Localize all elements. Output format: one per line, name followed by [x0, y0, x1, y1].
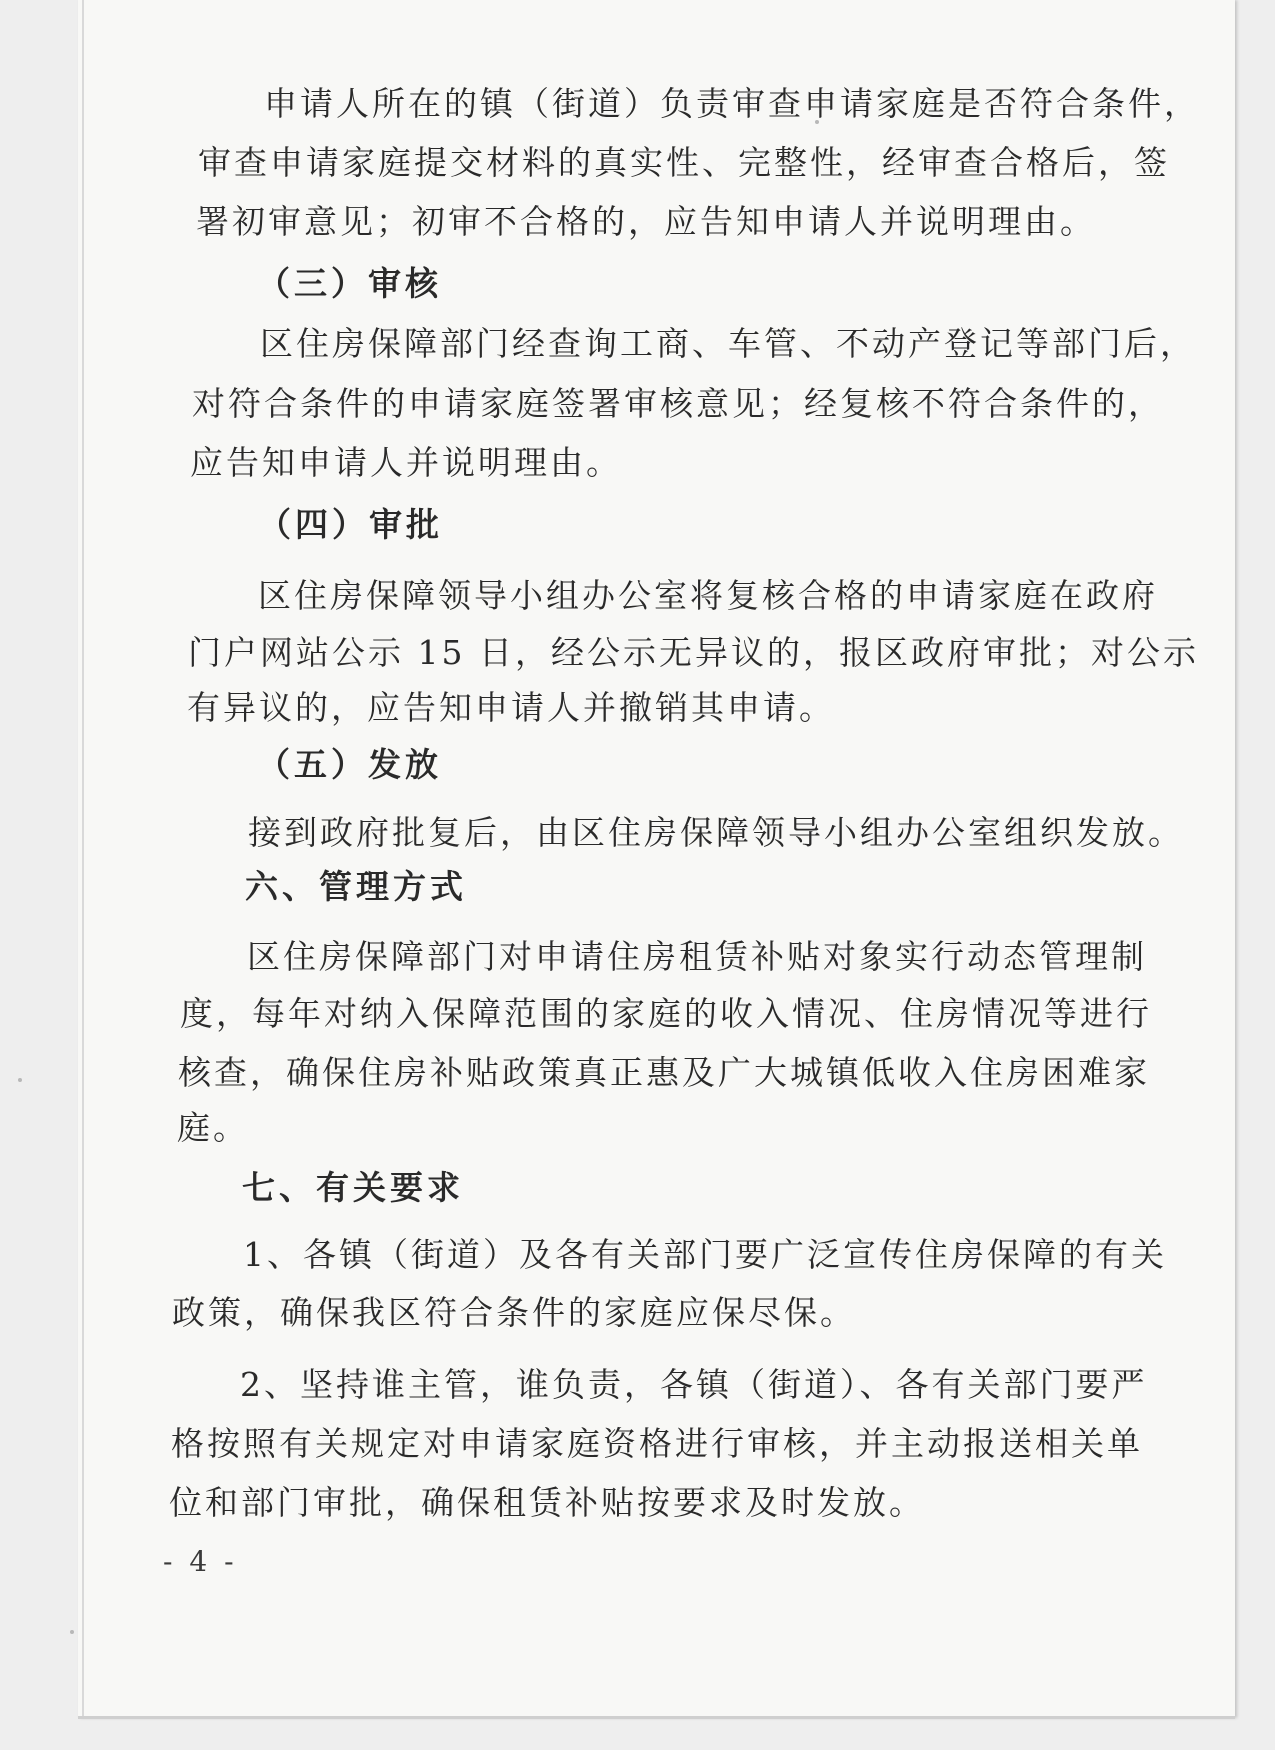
paragraph-line: 应告知申请人并说明理由。: [190, 443, 622, 482]
paragraph-line: 审查申请家庭提交材料的真实性、完整性，经审查合格后，签: [198, 143, 1170, 182]
paragraph-line: 区住房保障领导小组办公室将复核合格的申请家庭在政府: [258, 576, 1158, 615]
section-heading-requirements: 七、有关要求: [242, 1168, 464, 1207]
requirement-item-line: 政策，确保我区符合条件的家庭应保尽保。: [172, 1293, 856, 1332]
section-heading-distribution: （五）发放: [257, 745, 442, 784]
paragraph-line: 庭。: [177, 1108, 249, 1147]
requirement-item-line: 位和部门审批，确保租赁补贴按要求及时发放。: [169, 1483, 925, 1522]
paper-left-edge: [82, 0, 84, 1718]
requirement-item-line: 2、坚持谁主管，谁负责，各镇（街道）、各有关部门要严: [240, 1365, 1148, 1404]
page-number: - 4 -: [163, 1545, 238, 1578]
section-heading-management-method: 六、管理方式: [245, 867, 467, 906]
requirement-item-line: 1、各镇（街道）及各有关部门要广泛宣传住房保障的有关: [243, 1235, 1167, 1274]
scan-speck: [70, 1630, 74, 1634]
paragraph-line: 有异议的，应告知申请人并撤销其申请。: [187, 688, 835, 727]
paragraph-line: 核查，确保住房补贴政策真正惠及广大城镇低收入住房困难家: [178, 1053, 1150, 1092]
paragraph-line: 对符合条件的申请家庭签署审核意见；经复核不符合条件的，: [192, 384, 1164, 423]
paragraph-line: 区住房保障部门对申请住房租赁补贴对象实行动态管理制: [247, 937, 1147, 976]
requirement-item-line: 格按照有关规定对申请家庭资格进行审核，并主动报送相关单: [171, 1424, 1143, 1463]
section-heading-review: （三）审核: [257, 264, 442, 303]
paragraph-line: 署初审意见；初审不合格的，应告知申请人并说明理由。: [196, 202, 1096, 241]
paragraph-line: 门户网站公示 15 日，经公示无异议的，报区政府审批；对公示: [188, 633, 1199, 672]
paragraph-line: 度，每年对纳入保障范围的家庭的收入情况、住房情况等进行: [180, 994, 1152, 1033]
section-heading-approval: （四）审批: [258, 505, 443, 544]
paragraph-line: 申请人所在的镇（街道）负责审查申请家庭是否符合条件，: [264, 84, 1200, 123]
paragraph-line: 区住房保障部门经查询工商、车管、不动产登记等部门后，: [260, 324, 1196, 363]
paper-bottom-edge: [78, 1716, 1235, 1719]
paragraph-line: 接到政府批复后，由区住房保障领导小组办公室组织发放。: [248, 813, 1184, 852]
scan-speck: [18, 1078, 22, 1082]
